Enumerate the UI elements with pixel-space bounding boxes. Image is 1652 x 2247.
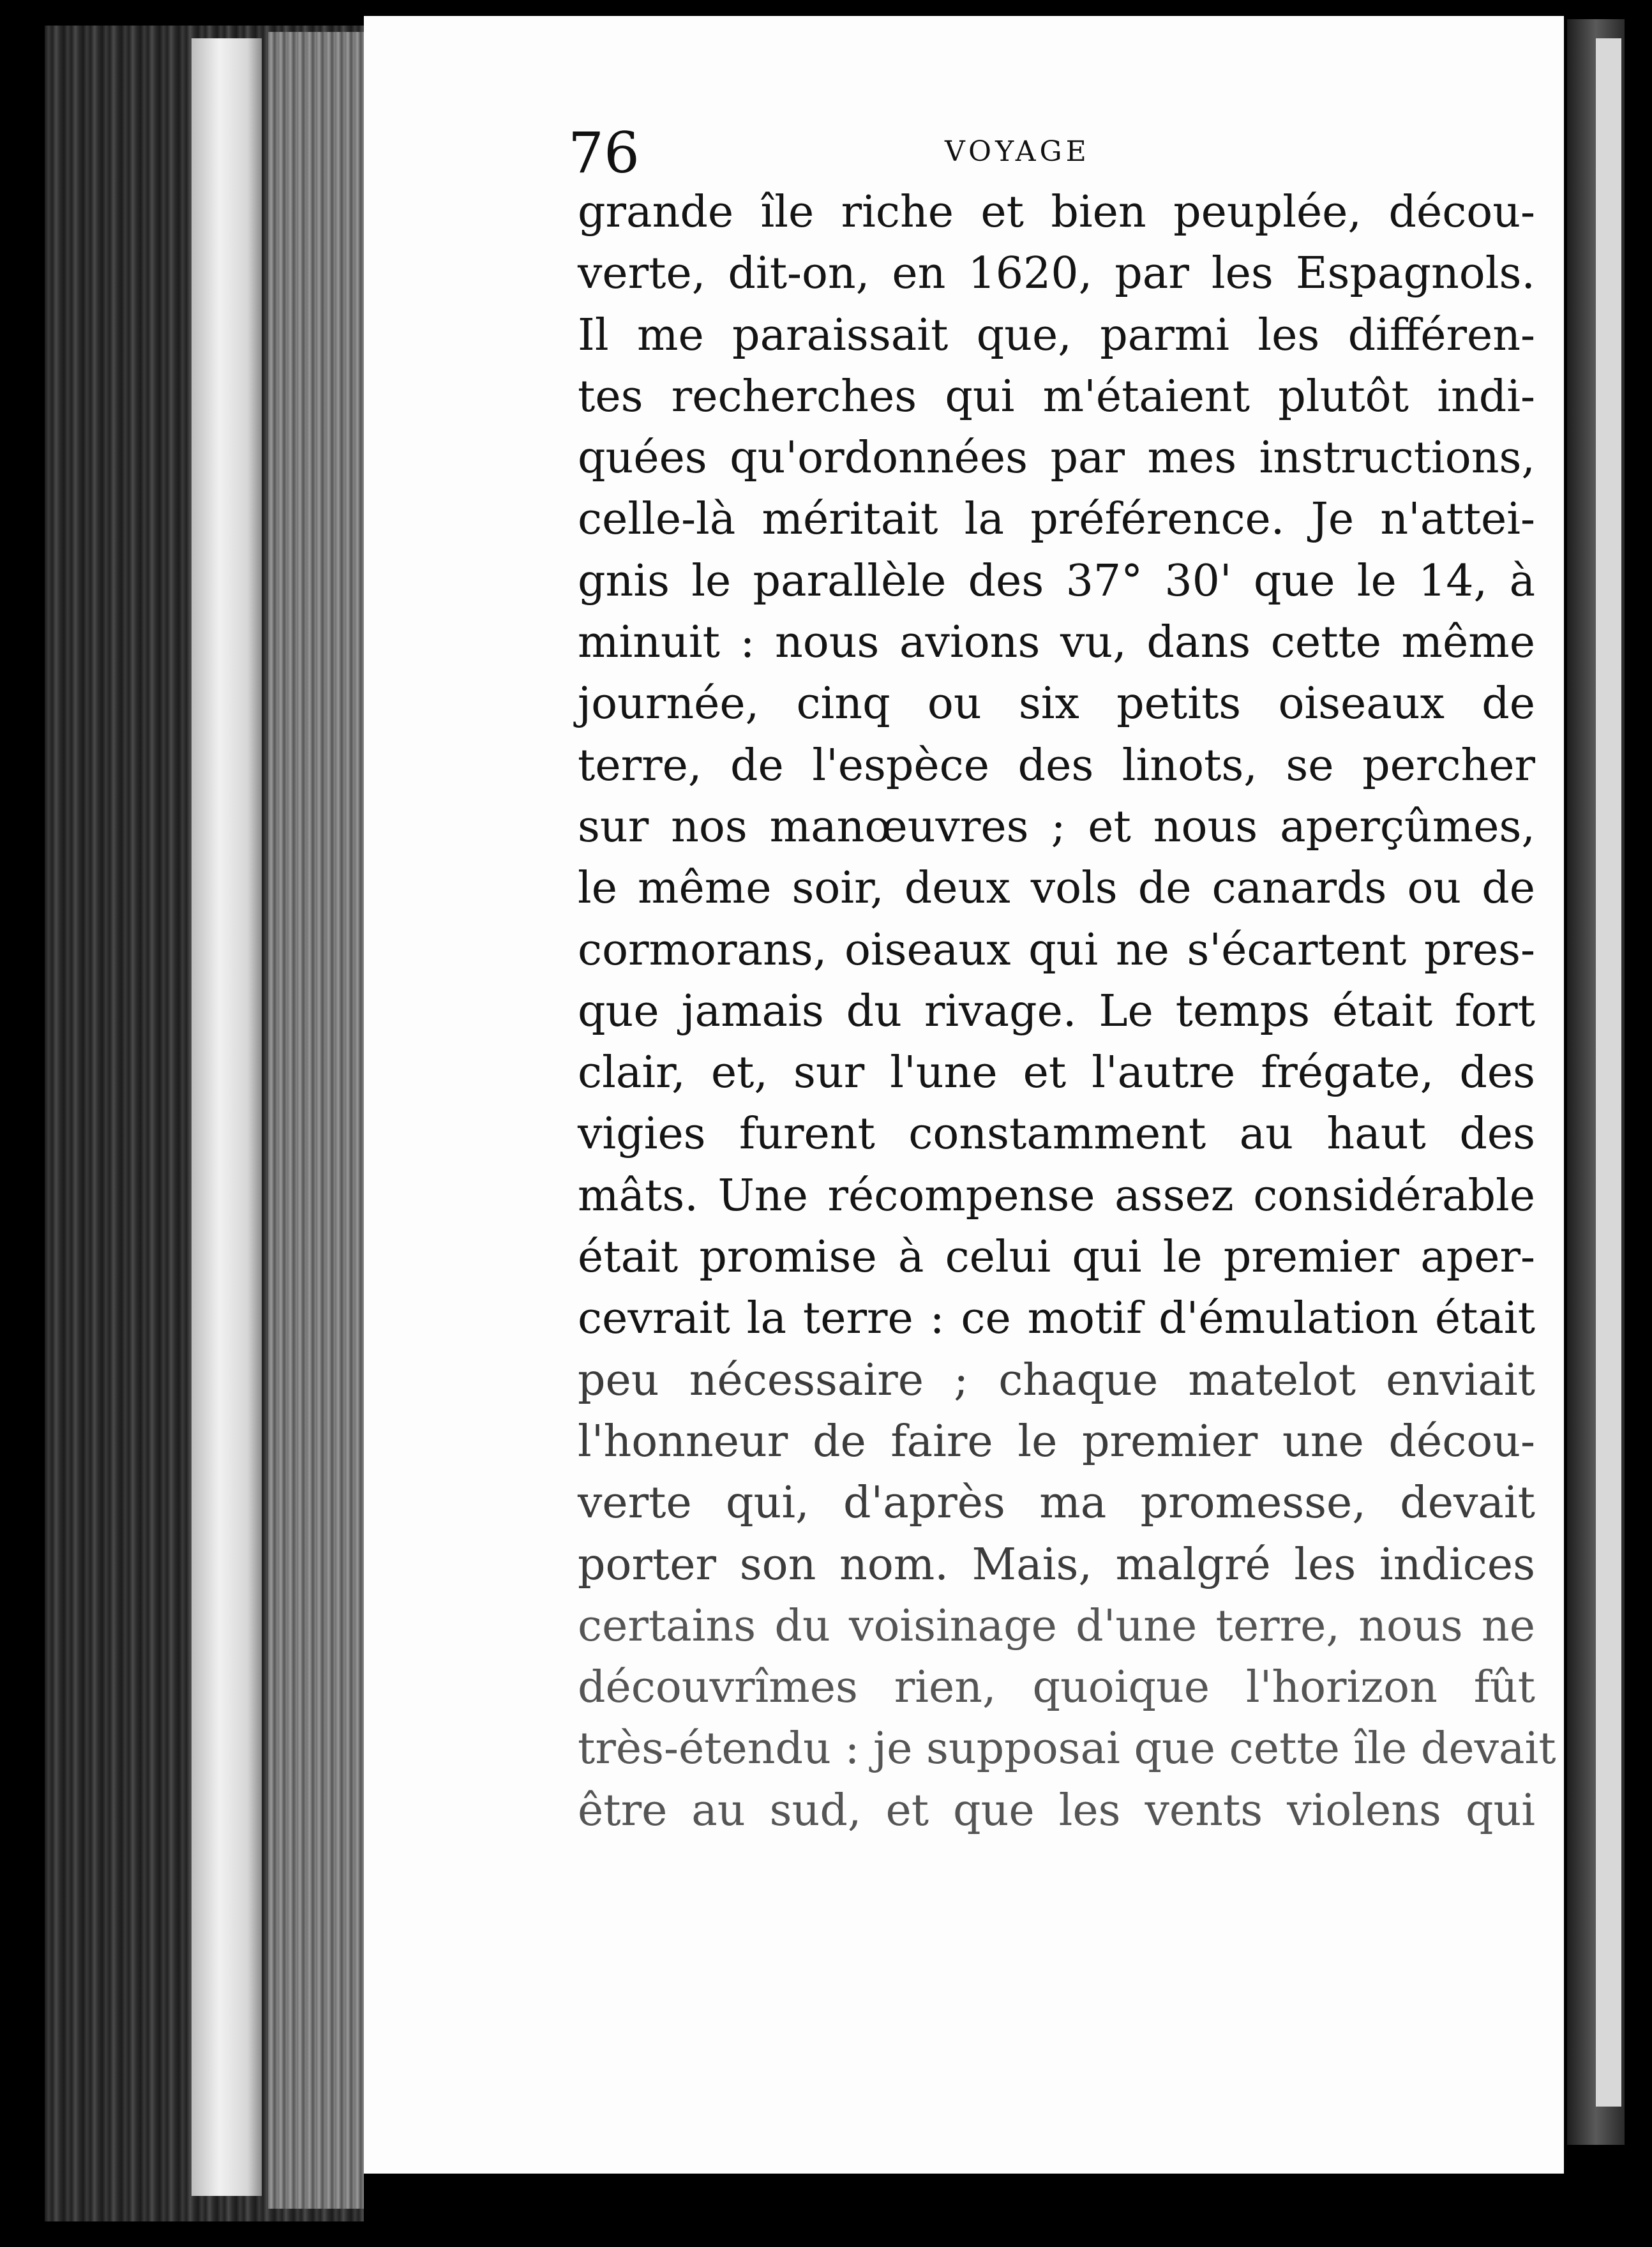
text-line: très-étendu : je supposai que cette île devait xyxy=(578,1724,1556,1775)
text-line: certains du voisinage d'une terre, nous ne xyxy=(578,1600,1535,1651)
text-line: gnis le parallèle des 37° 30' que le 14, à xyxy=(578,555,1535,606)
text-line: celle-là méritait la préférence. Je n'attei- xyxy=(578,494,1535,545)
text-line: mâts. Une récompense assez considérable xyxy=(578,1170,1535,1221)
text-line: minuit : nous avions vu, dans cette même xyxy=(578,617,1535,668)
text-line: verte, dit-on, en 1620, par les Espagnols. xyxy=(578,248,1535,299)
page-edge-stack xyxy=(268,32,364,2209)
running-title: VOYAGE xyxy=(945,135,1090,168)
page-edge-highlight xyxy=(191,38,262,2196)
text-line: cevrait la terre : ce motif d'émulation était xyxy=(578,1293,1535,1344)
text-line: porter son nom. Mais, malgré les indices xyxy=(578,1539,1535,1590)
text-line: découvrîmes rien, quoique l'horizon fût xyxy=(578,1662,1535,1713)
text-line: Il me paraissait que, parmi les différen- xyxy=(578,310,1535,361)
text-line: l'honneur de faire le premier une décou- xyxy=(578,1416,1535,1467)
text-line: grande île riche et bien peuplée, décou- xyxy=(578,187,1535,237)
text-line: journée, cinq ou six petits oiseaux de xyxy=(578,679,1535,730)
book-page-edges xyxy=(45,26,364,2221)
text-line: le même soir, deux vols de canards ou de xyxy=(578,863,1535,914)
text-line: vigies furent constamment au haut des xyxy=(578,1109,1535,1160)
text-line: terre, de l'espèce des linots, se percher xyxy=(578,740,1535,791)
text-line: peu nécessaire ; chaque matelot enviait xyxy=(578,1355,1535,1406)
text-line: être au sud, et que les vents violens qui xyxy=(578,1785,1535,1836)
text-line: tes recherches qui m'étaient plutôt indi- xyxy=(578,371,1535,422)
text-line: clair, et, sur l'une et l'autre frégate, des xyxy=(578,1048,1535,1099)
body-text xyxy=(578,182,1556,1842)
page-number: 76 xyxy=(568,120,640,186)
text-line: cormorans, oiseaux qui ne s'écartent pres- xyxy=(578,924,1535,975)
text-line: quées qu'ordonnées par mes instructions, xyxy=(578,433,1535,484)
text-line: sur nos manœuvres ; et nous aperçûmes, xyxy=(578,801,1535,852)
running-head xyxy=(568,115,1526,192)
text-line: était promise à celui qui le premier aper- xyxy=(578,1232,1535,1283)
text-line: verte qui, d'après ma promesse, devait xyxy=(578,1478,1535,1529)
text-line: que jamais du rivage. Le temps était fort xyxy=(578,986,1535,1037)
next-page-sliver xyxy=(1596,38,1621,2107)
